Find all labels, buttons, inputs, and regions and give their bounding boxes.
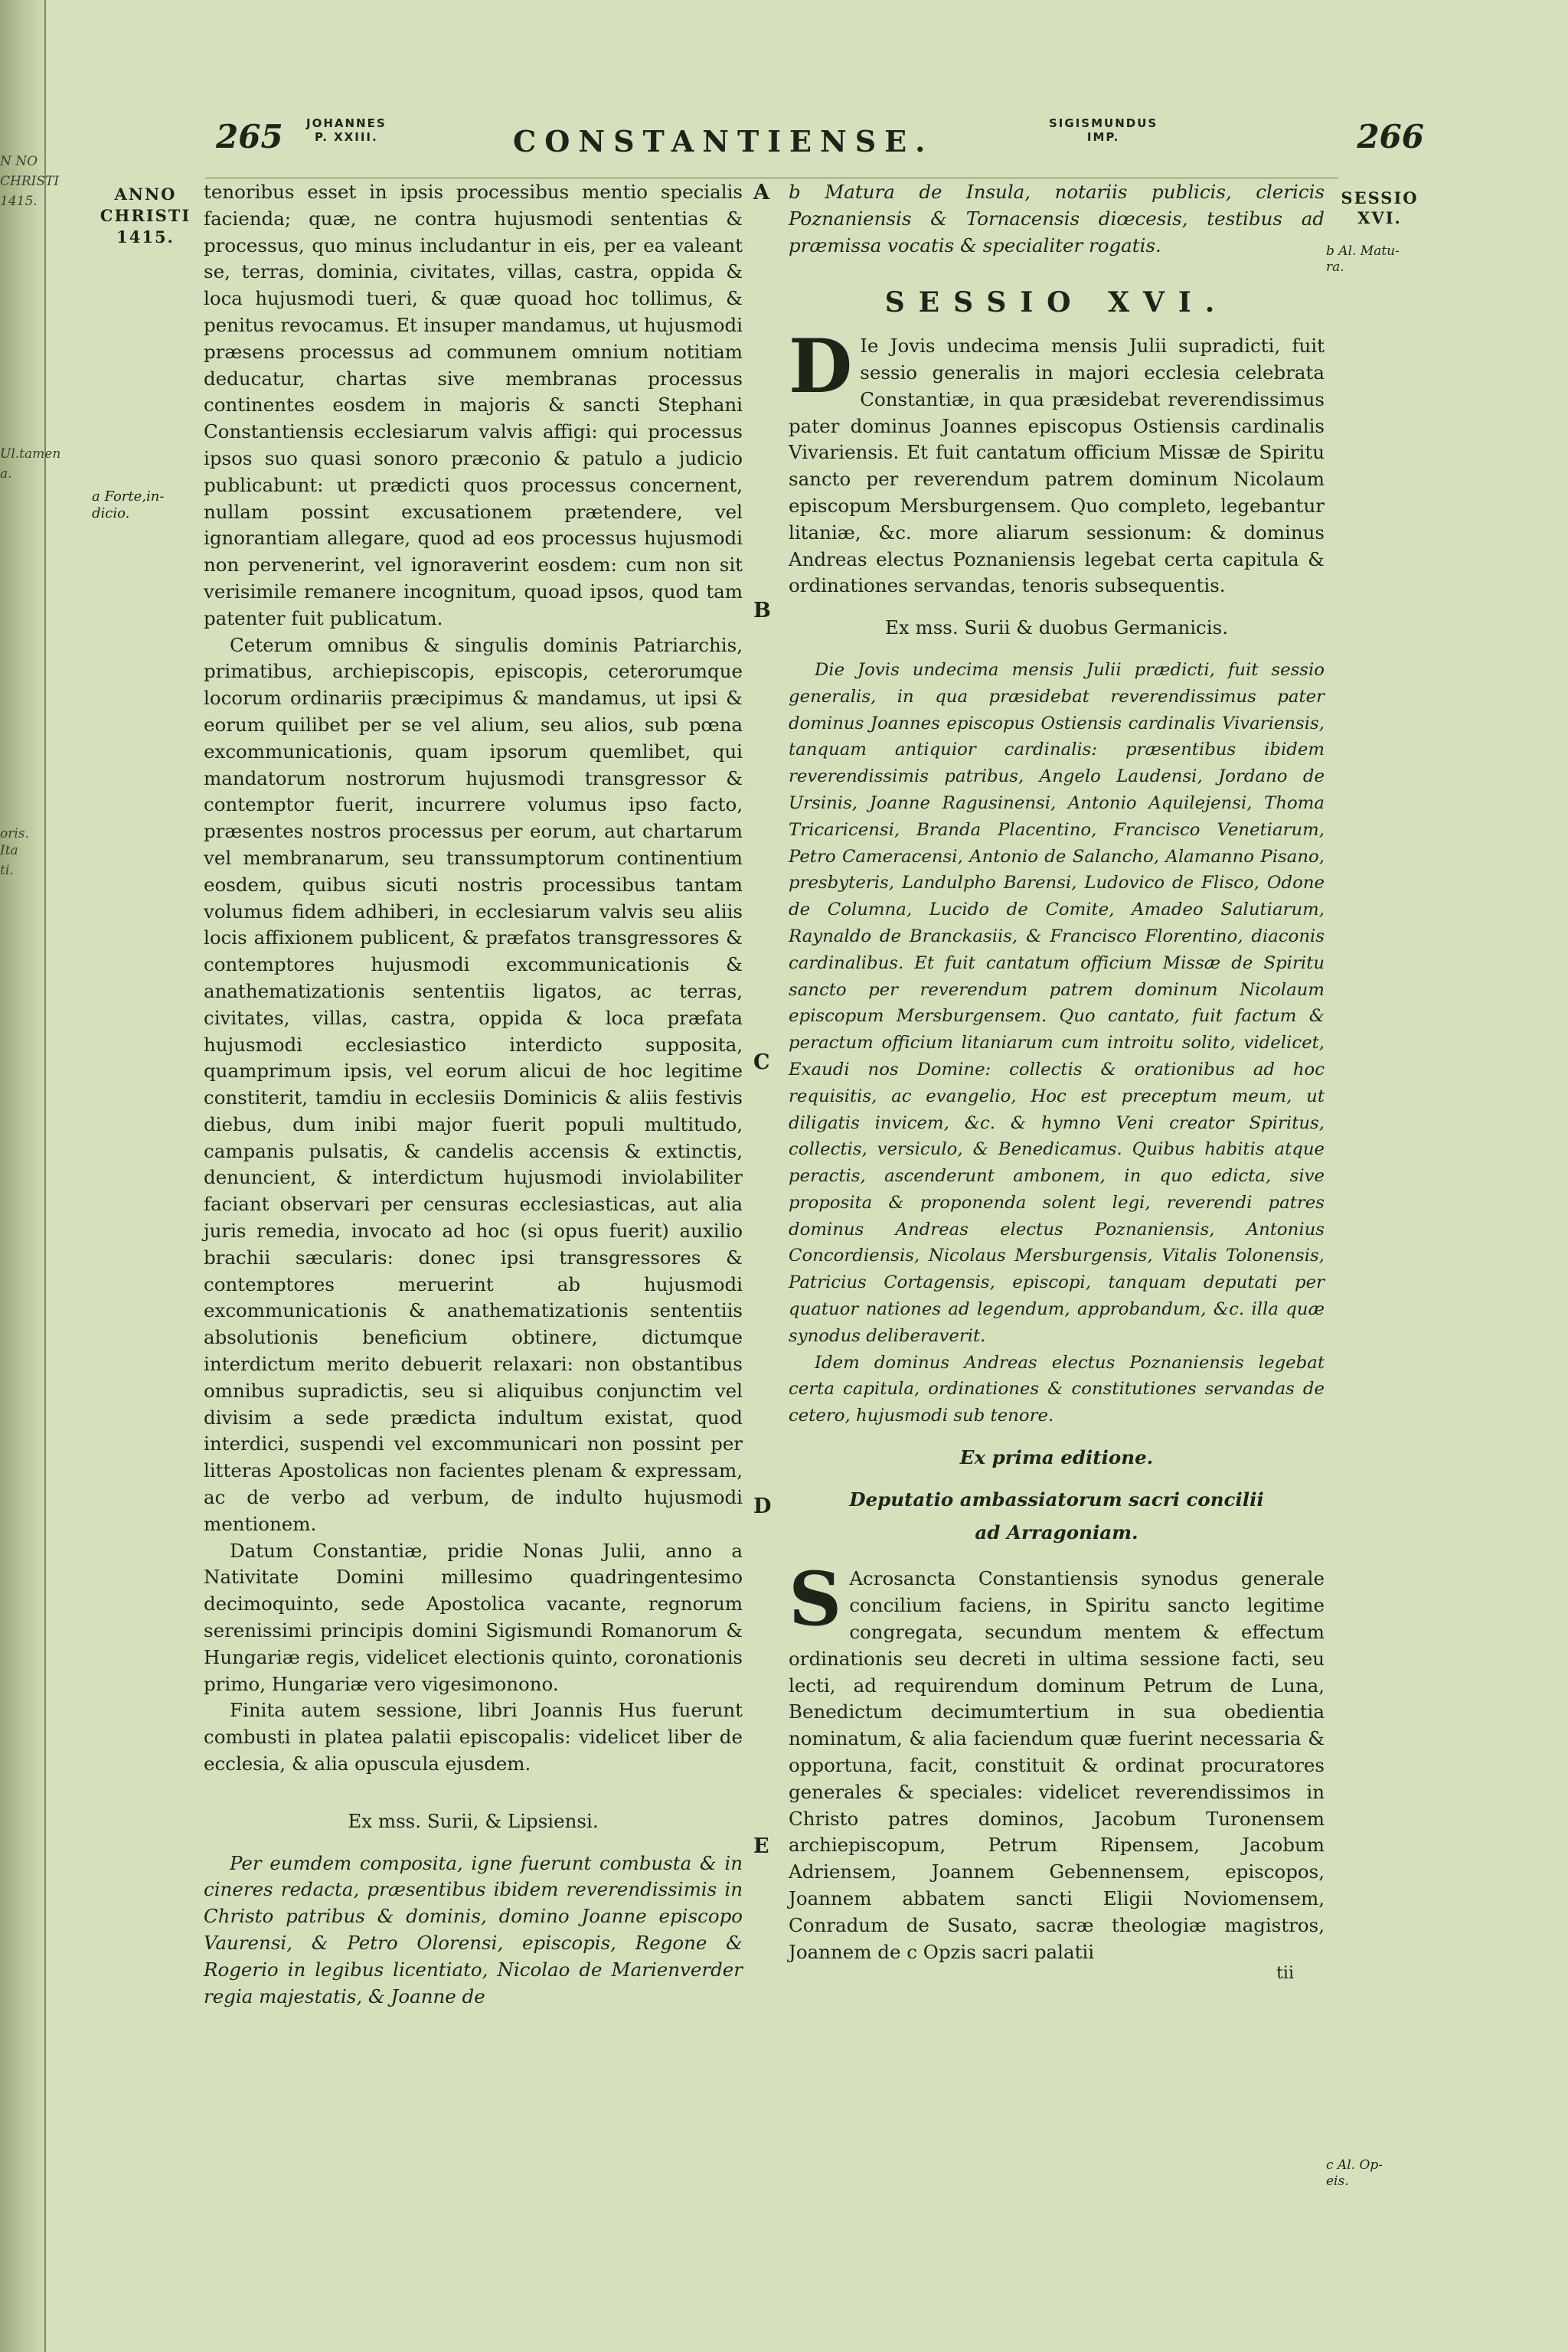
margin-note-line: b Al. Matu- (1326, 243, 1400, 259)
margin-note-b (1326, 243, 1433, 276)
paragraph-text: Acrosancta Constantiensis synodus generale concilium faciens, in Spiritu sancto legitime congregata, secundum mentem & effectum ordinationis seu decreti in ultima sessione facti, seu lecti, ad requirendum dominum Petrum de Luna, Benedictum decimumtertium in sua obedientia nominatum, & alia faciendum quæ fuerint necessaria & opportuna, facit, constituit & ordinat procuratores generales & speciales: videlicet reverendissimos in Christo patres dominos, Jacobum Turonensem archiepiscopum, Petrum Ripensem, Jacobum Adriensem, Joannem Gebennensem, episcopos, Joannem abbatem sancti Eligii Noviomensem, Conradum de Susato, sacræ theologiæ magistros, Joannem de c Opzis sacri palatii (789, 1567, 1325, 1963)
right-column (789, 179, 1325, 1988)
prev-margin-line: ti. (0, 863, 14, 878)
section-letter-b: B (753, 599, 771, 622)
section-letter-c: C (753, 1050, 770, 1074)
sessio-number: XVI. (1357, 208, 1402, 227)
margin-note-line: a Forte,in- (92, 488, 165, 505)
source-heading: Ex prima editione. (959, 1446, 1154, 1469)
paragraph-italic: Die Jovis undecima mensis Julii prædicti, fuit sessio generalis, in qua præsidebat reverendissimus pater dominus Joannes episcopus Ostiensis cardinalis Vivariensis, tanquam antiquior cardinalis: præsentibus ibidem reverendissimis patribus, Angelo Laudensi, Jordano de Ursinis, Joanne Ragusinensi, Antonio Aquilejensi, Thoma Tricaricensi, Branda Placentino, Francisco Venetiarum, Petro Cameracensi, Antonio de Salancho, Alamanno Pisano, presbyteris, Landulpho Barensi, Ludovico de Flisco, Odone de Columna, Lucido de Comite, Amadeo Salutiarum, Raynaldo de Branckasiis, & Francisco Florentino, diaconis cardinalibus. Et fuit cantatum officium Missæ de Spiritu sancto per reverendum patrem dominum Nicolaum episcopum Mersburgensem. Quo cantato, fuit factum & peractum officium litaniarum cum introitu solito, videlicet, Exaudi nos Domine: collectis & orationibus ad hoc requisitis, ac evangelio, Hoc est preceptum meum, ut diligatis invicem, &c. & hymno Veni creator Spiritus, collectis, versiculo, & Benedicamus. Quibus habitis atque peractis, ascenderunt ambonem, in quo edicta, sive proposita & proponenda solent legi, reverendi patres dominus Andreas electus Poznaniensis, Antonius Concordiensis, Nicolaus Mersburgensis, Vitalis Tolonensis, Patricius Cortagensis, episcopi, tanquam deputati per quatuor nationes ad legendum, approbandum, &c. illa quæ synodus deliberaverit. (789, 659, 1325, 1346)
deputatio-heading: ad Arragoniam. (975, 1521, 1138, 1544)
header-pope: JOHANNES (306, 116, 387, 130)
margin-note-line: ra. (1326, 260, 1344, 275)
anno-christi-margin (92, 184, 199, 248)
year-label: 1415. (116, 227, 175, 247)
paragraph-italic: Per eumdem composita, igne fuerunt combusta & in cineres redacta, præsentibus ibidem reverendissimis in Christo patribus & dominis, domino Joanne episcopo Vaurensi, & Petro Olorensi, episcopis, Regone & Rogerio in legibus licentiato, Nicolao de Marienverder regia majestatis, & Joanne de (204, 1851, 743, 2007)
margin-note-a (92, 488, 199, 522)
paragraph: Ceterum omnibus & singulis dominis Patriarchis, primatibus, archiepiscopis, episcopis, ceterorumque locorum ordinariis præcipimus & mandamus, ut ipsi & eorum quilibet per se vel alium, seu alios, sub pœna excommunicationis, quam ipsorum quemlibet, qui mandatorum nostrorum hujusmodi transgressor & contemptor fuerit, incurrere volumus ipso facto, præsentes nostros processus per eorum, aut chartarum vel membranarum, seu transsumptorum continentium eosdem, quibus sicuti nostris processibus tantam volumus fidem adhiberi, in ecclesiarum valvis seu aliis locis affixionem publicent, & præfatos transgressores & contemptores hujusmodi excommunicationis & anathematizationis sententiis ligatos, ac terras, civitates, villas, castra, oppida & loca præfata hujusmodi ecclesiastico interdicto supposita, quamprimum ipsis, vel eorum alicui de hoc legitime constiterit, tamdiu in ecclesiis Dominicis & aliis festivis diebus, dum inibi major fuerit populi multitudo, campanis pulsatis, & candelis accensis & extinctis, denuncient, & interdictum hujusmodi inviolabiliter faciant observari per censuras ecclesiasticas, aut alia juris remedia, invocato ad hoc (si opus fuerit) auxilio brachii sæcularis: donec ipsi transgressores & contemptores meruerint ab hujusmodi excommunicationis & anathematizationis sententiis absolutionis beneficium obtinere, dictumque interdictum merito debuerit relaxari: non obstantibus omnibus supradictis, seu si aliquibus conjunctim vel divisim a sede prædicta indultum existat, quod interdici, suspendi vel excommunicari non possint per litteras Apostolicas non facientes plenam & expressam, ac de verbo ad verbum, de indulto hujusmodi mentionem. (204, 633, 743, 1535)
paragraph-text: Ie Jovis undecima mensis Julii supradicti, fuit sessio generalis in majori ecclesia celebrata Constantiæ, in qua præsidebat reverendissimus pater dominus Joannes episcopus Ostiensis cardinalis Vivariensis. Et fuit cantatum officium Missæ de Spiritu sancto per reverendum patrem dominum Nicolaum episcopum Mersburgensem. Quo completo, legebantur litaniæ, &c. more aliarum sessionum: & dominus Andreas electus Poznaniensis legebat certa capitula & ordinationes servandas, tenoris subsequentis. (789, 335, 1325, 597)
previous-page-margin (0, 153, 61, 882)
catchword: tii (1276, 1964, 1294, 1984)
header-emperor: SIGISMUNDUS (1049, 116, 1158, 130)
section-letter-e: E (753, 1834, 769, 1858)
header-right-note (1049, 116, 1158, 144)
drop-cap: D (789, 323, 853, 410)
prev-margin-line: oris. Ita (0, 826, 29, 858)
page-number-left: 265 (216, 118, 283, 155)
source-heading: Ex mss. Surii, & Lipsiensi. (348, 1809, 599, 1832)
sessio-label: SESSIO (1341, 188, 1419, 207)
margin-note-line: eis. (1326, 2174, 1349, 2189)
section-letters (753, 0, 781, 2352)
page-title: CONSTANTIENSE. (513, 124, 934, 158)
running-header (207, 115, 1424, 168)
prev-margin-line: Ul.tamen (0, 446, 61, 462)
paragraph: Finita autem sessione, libri Joannis Hus fuerunt combusti in platea palatii episcopalis: videlicet liber de ecclesia, & alia opuscula ejusdem. (204, 1699, 743, 1775)
paragraph: Datum Constantiæ, pridie Nonas Julii, anno a Nativitate Domini millesimo quadringentesimo decimoquinto, sede Apostolica vacante, regnorum serenissimi principis domini Sigismundi Romanorum & Hungariæ regis, videlicet electionis quinto, coronationis primo, Hungariæ vero vigesimonono. (204, 1539, 743, 1695)
margin-note-line: dicio. (92, 505, 130, 521)
header-pope-number: P. XXIII. (314, 130, 378, 144)
paragraph: tenoribus esset in ipsis processibus mentio specialis facienda; quæ, ne contra hujusmodi sententias & processus, quo minus includantur in eis, per ea valeant se, terras, dominia, civitates, villas, castra, oppida & loca hujusmodi tueri, & quæ quoad hoc tollimus, & penitus revocamus. Et insuper mandamus, ut hujusmodi præsens processus ad communem omnium notitiam deducatur, chartas sive membranas processus continentes eosdem in majoris & sancti Stephani Constantiensis ecclesiarum valvis affigi: qui processus ipsos suo quasi sonoro præconio & patulo a judicio publicabunt: ut prædicti quos processus concernent, nullam possint excusationem prætendere, vel ignorantiam allegare, quod ad eos processus hujusmodi non pervenerint, vel ignoraverint eosdem: cum non sit verisimile remanere incognitum, quoad ipsos, quod tam patenter fuit publicatum. (204, 181, 743, 629)
deputatio-heading: Deputatio ambassiatorum sacri concilii (849, 1488, 1264, 1511)
drop-cap: S (789, 1556, 842, 1643)
left-column (204, 179, 743, 2010)
page-number-right: 266 (1357, 118, 1424, 155)
source-heading: Ex mss. Surii & duobus Germanicis. (885, 616, 1228, 639)
prev-margin-line: CHRISTI (0, 174, 60, 189)
anno-label: ANNO (114, 185, 177, 204)
section-letter-d: D (753, 1494, 772, 1518)
paragraph-with-dropcap (789, 1556, 1325, 1965)
session-heading: SESSIO XVI. (884, 286, 1229, 319)
header-left-note (306, 116, 387, 144)
prev-margin-line: N NO (0, 154, 38, 169)
paragraph-italic: b Matura de Insula, notariis publicis, clericis Poznaniensis & Tornacensis diœcesis, testibus ad præmissa vocatis & specialiter rogatis. (789, 181, 1325, 256)
margin-note-c (1326, 2158, 1433, 2190)
header-emperor-title: IMP. (1086, 130, 1120, 144)
prev-margin-line: a. (0, 466, 12, 482)
margin-note-line: c Al. Op- (1326, 2158, 1383, 2173)
sessio-margin (1326, 188, 1433, 228)
christi-label: CHRISTI (100, 206, 191, 225)
paragraph-with-dropcap (789, 323, 1325, 599)
section-letter-a: A (753, 181, 769, 204)
paragraph-italic: Idem dominus Andreas electus Poznaniensis legebat certa capitula, ordinationes & constitutiones servandas de cetero, hujusmodi sub tenore. (789, 1352, 1325, 1426)
prev-margin-line: 1415. (0, 194, 38, 209)
